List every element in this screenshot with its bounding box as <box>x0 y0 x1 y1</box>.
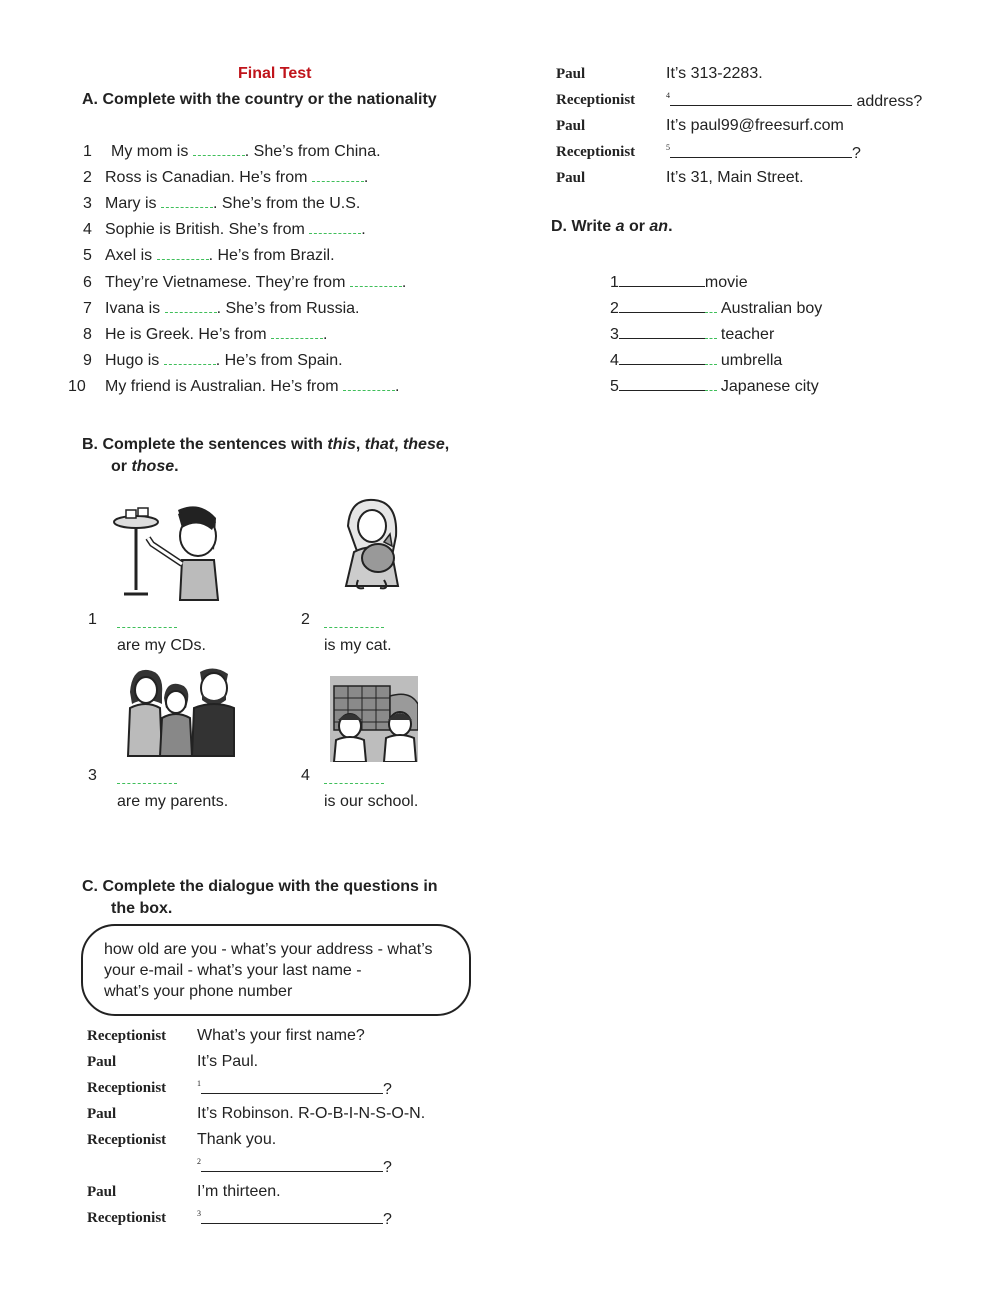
answer-blank[interactable] <box>309 221 361 234</box>
picture-number: 2 <box>301 611 310 628</box>
answer-blank[interactable] <box>201 1209 383 1224</box>
dialogue-line: It’s Robinson. R-O-B-I-N-S-O-N. <box>197 1105 426 1122</box>
answer-blank[interactable] <box>161 195 213 208</box>
sentence-end: . She’s from China. <box>244 143 381 160</box>
answer-blank[interactable] <box>343 378 395 391</box>
item-number: 5 <box>610 378 619 396</box>
answer-blank[interactable] <box>619 324 705 339</box>
noun-phrase: teacher <box>720 326 775 344</box>
dialogue-line: It’s Paul. <box>197 1053 259 1070</box>
dialogue-line: Thank you. <box>197 1131 277 1148</box>
speaker-name: Paul <box>556 118 586 134</box>
answer-blank[interactable] <box>117 615 177 628</box>
sentence-end: . <box>322 325 328 343</box>
sentence-start: Hugo is <box>105 351 164 369</box>
picture-number: 4 <box>301 767 310 784</box>
answer-blank-extension <box>705 298 717 313</box>
answer-blank[interactable] <box>619 298 705 313</box>
fill-in-sentence <box>105 169 368 187</box>
sentence-start: He is Greek. He’s from <box>105 325 271 343</box>
dialogue-answer-line <box>197 1079 392 1099</box>
sentence-start: Mary is <box>105 195 161 213</box>
cds-table-illustration <box>108 500 220 602</box>
picture-sentence: is my cat. <box>324 637 392 654</box>
dialogue-line: What’s your first name? <box>197 1027 365 1044</box>
picture-sentence: are my parents. <box>117 793 229 810</box>
fill-in-sentence <box>105 352 343 370</box>
section-a-heading: A. Complete with the country or the nationality <box>82 91 437 108</box>
item-number: 9 <box>83 351 92 369</box>
sentence-end: . <box>361 221 366 239</box>
family-illustration <box>126 664 236 758</box>
dialogue-answer-line <box>666 143 861 163</box>
item-number: 10 <box>68 377 86 395</box>
sentence-end: . He’s from Brazil. <box>208 247 335 265</box>
speaker-name: Receptionist <box>556 92 636 108</box>
noun-phrase: Australian boy <box>720 300 823 318</box>
sentence-end: . <box>363 169 369 187</box>
dialogue-line: It’s paul99@freesurf.com <box>666 117 844 134</box>
school-illustration <box>330 676 418 762</box>
sentence-end: . <box>395 377 400 395</box>
question-box-line-3: what’s your phone number <box>104 983 293 1000</box>
answer-blank[interactable] <box>619 350 705 365</box>
sentence-start: They’re Vietnamese. They’re from <box>105 273 350 291</box>
answer-blank[interactable] <box>157 247 209 260</box>
article-item <box>610 350 782 370</box>
picture-number: 3 <box>88 767 97 784</box>
sentence-start: My mom is <box>111 143 193 160</box>
fill-in-sentence <box>105 274 406 292</box>
line-end: ? <box>383 1081 392 1098</box>
item-number: 7 <box>83 299 92 317</box>
sentence-start: Ross is Canadian. He’s from <box>105 169 312 187</box>
speaker-name: Paul <box>87 1054 117 1070</box>
item-number: 3 <box>610 326 619 344</box>
answer-blank-extension <box>705 376 717 391</box>
line-end: ? <box>383 1159 392 1176</box>
speaker-name: Receptionist <box>556 144 636 160</box>
question-number: 5 <box>666 143 670 152</box>
answer-blank[interactable] <box>324 615 384 628</box>
fill-in-sentence <box>105 221 366 239</box>
item-number: 5 <box>83 247 92 265</box>
item-number: 1 <box>610 274 619 291</box>
fill-in-sentence <box>105 300 359 318</box>
item-number: 3 <box>83 195 92 213</box>
picture-number: 1 <box>88 611 97 628</box>
speaker-name: Paul <box>87 1106 117 1122</box>
article-item <box>610 324 774 344</box>
sentence-end: . <box>401 273 407 291</box>
item-number: 2 <box>610 300 619 318</box>
item-number: 4 <box>610 352 619 370</box>
question-number: 1 <box>197 1079 201 1088</box>
section-c-heading-line2: the box. <box>111 900 173 917</box>
speaker-name: Paul <box>87 1184 117 1200</box>
picture-sentence: is our school. <box>324 793 419 810</box>
picture-sentence: are my CDs. <box>117 637 206 654</box>
sentence-end: . She’s from Russia. <box>216 299 360 317</box>
sentence-start: Sophie is British. She’s from <box>105 221 310 239</box>
answer-blank[interactable] <box>164 352 216 365</box>
answer-blank[interactable] <box>201 1157 383 1172</box>
sentence-start: Axel is <box>105 247 157 265</box>
section-c-heading-line1: C. Complete the dialogue with the questions in <box>82 878 438 895</box>
question-number: 2 <box>197 1157 201 1166</box>
section-d-heading: D. Write a or an. <box>551 218 673 235</box>
item-number: 8 <box>83 325 92 343</box>
answer-blank-extension <box>705 324 717 339</box>
section-b-heading-line2: or those. <box>111 458 179 475</box>
fill-in-sentence <box>105 378 399 396</box>
speaker-name: Paul <box>556 66 586 82</box>
item-number: 6 <box>83 273 92 291</box>
item-number: 4 <box>83 221 92 239</box>
sentence-end: . She’s from the U.S. <box>213 195 361 213</box>
question-box-line-2: your e-mail - what’s your last name - <box>104 962 362 979</box>
dialogue-line: It’s 31, Main Street. <box>666 169 804 186</box>
answer-blank[interactable] <box>670 143 852 158</box>
fill-in-sentence <box>105 195 360 213</box>
sentence-start: Ivana is <box>105 299 165 317</box>
question-number: 4 <box>666 91 670 100</box>
answer-blank[interactable] <box>619 272 705 287</box>
dialogue-line: I’m thirteen. <box>197 1183 281 1200</box>
fill-in-sentence <box>105 326 327 344</box>
answer-blank[interactable] <box>324 771 384 784</box>
answer-blank-extension <box>705 350 717 365</box>
speaker-name: Paul <box>556 170 586 186</box>
speaker-name: Receptionist <box>87 1132 167 1148</box>
noun-phrase: Japanese city <box>720 378 819 396</box>
speaker-name: Receptionist <box>87 1028 167 1044</box>
line-end: ? <box>852 145 861 162</box>
answer-blank[interactable] <box>312 169 364 182</box>
page-title: Final Test <box>238 65 312 82</box>
dialogue-answer-line <box>666 91 922 111</box>
answer-blank[interactable] <box>619 376 705 391</box>
speaker-name: Receptionist <box>87 1080 167 1096</box>
article-item <box>610 298 822 318</box>
answer-blank[interactable] <box>670 91 852 106</box>
item-number: 2 <box>83 169 92 187</box>
answer-blank[interactable] <box>201 1079 383 1094</box>
answer-blank[interactable] <box>193 143 245 156</box>
dialogue-line: It’s 313-2283. <box>666 65 763 82</box>
girl-cat-illustration <box>338 496 408 594</box>
sentence-end: . He’s from Spain. <box>215 351 343 369</box>
article-item <box>610 272 748 292</box>
section-b-heading-line1: B. Complete the sentences with this, that, these, <box>82 436 450 453</box>
fill-in-sentence <box>111 143 381 161</box>
dialogue-answer-line <box>197 1209 392 1229</box>
answer-blank[interactable] <box>165 300 217 313</box>
answer-blank[interactable] <box>350 274 402 287</box>
sentence-start: My friend is Australian. He’s from <box>105 377 344 395</box>
noun-phrase: umbrella <box>720 352 783 370</box>
answer-blank[interactable] <box>117 771 177 784</box>
question-box-line-1: how old are you - what’s your address - what’s <box>104 941 433 958</box>
fill-in-sentence <box>105 247 335 265</box>
line-end: ? <box>383 1211 392 1228</box>
question-number: 3 <box>197 1209 201 1218</box>
noun-phrase: movie <box>704 274 748 291</box>
dialogue-answer-line <box>197 1157 392 1177</box>
line-end: address? <box>852 93 923 110</box>
item-number: 1 <box>83 143 92 160</box>
answer-blank[interactable] <box>271 326 323 339</box>
article-item <box>610 376 819 396</box>
speaker-name: Receptionist <box>87 1210 167 1226</box>
